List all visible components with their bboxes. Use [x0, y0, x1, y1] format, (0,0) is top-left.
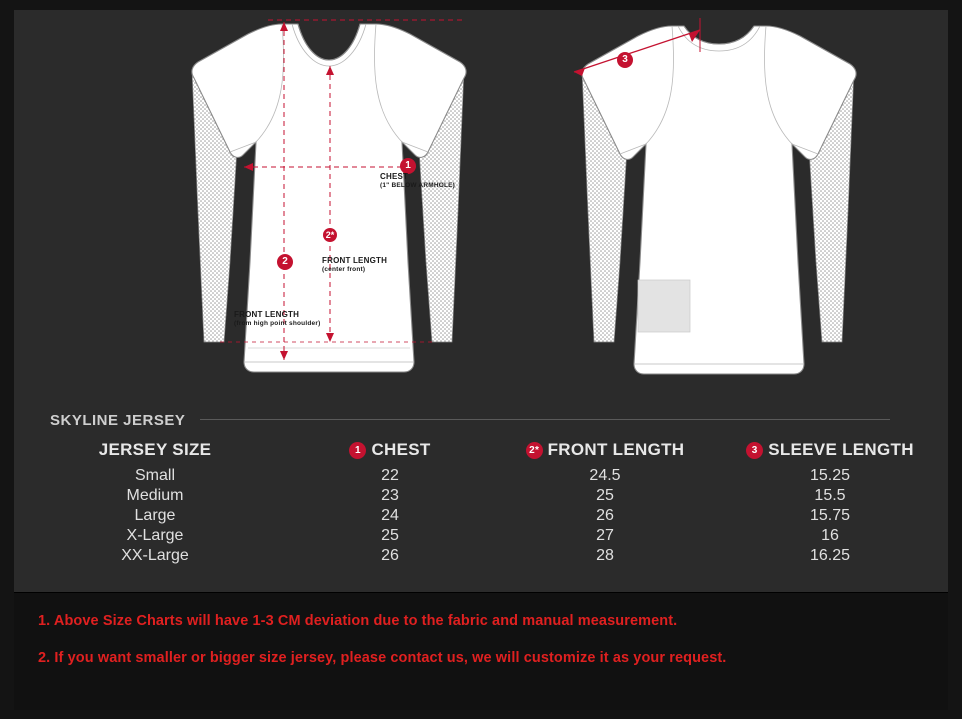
- callout-chest-title: CHEST: [380, 172, 409, 181]
- cell-size: X-Large: [126, 527, 184, 544]
- callout-front-length-hps-sub: (from high point shoulder): [234, 320, 321, 327]
- cell-size: Small: [134, 467, 175, 484]
- callout-front-length-hps-title: FRONT LENGTH: [234, 310, 300, 319]
- jersey-back-drawing: [554, 12, 884, 402]
- cell-sleeve-length: 15.25: [809, 467, 851, 484]
- size-table: [20, 440, 940, 566]
- marker-chest: 1: [400, 158, 416, 174]
- note-customize: 2. If you want smaller or bigger size jersey, please contact us, we will customize it as your request.: [38, 650, 727, 666]
- page-title: SKYLINE JERSEY: [50, 412, 186, 430]
- column-header-front-length: [490, 440, 720, 466]
- cell-front-length: 28: [596, 547, 614, 564]
- size-table-body: [20, 466, 940, 566]
- marker-front-length-center: 2*: [323, 228, 337, 242]
- cell-front-length: 26: [596, 507, 614, 524]
- cell-sleeve-length: 15.75: [809, 507, 851, 524]
- column-header-label: CHEST: [371, 440, 431, 459]
- cell-sleeve-length: 16: [821, 527, 839, 544]
- table-row: [20, 486, 940, 506]
- front-length-marker-badge: 2*: [526, 442, 543, 459]
- title-divider: [200, 419, 890, 420]
- callout-front-length-sub: (center front): [322, 266, 366, 273]
- column-header-label: FRONT LENGTH: [547, 440, 685, 459]
- cell-size: XX-Large: [121, 547, 189, 564]
- table-row: [20, 466, 940, 486]
- table-header-row: [20, 440, 940, 466]
- cell-size: Large: [134, 507, 176, 524]
- note-deviation: 1. Above Size Charts will have 1-3 CM deviation due to the fabric and manual measurement.: [38, 613, 678, 629]
- frame-left-edge: [0, 0, 14, 719]
- cell-chest: 26: [381, 547, 399, 564]
- table-row: [20, 506, 940, 526]
- callout-front-length-title: FRONT LENGTH: [322, 256, 388, 265]
- callout-front-length-hps: [234, 310, 320, 328]
- marker-front-length-hps: 2: [277, 254, 293, 270]
- chest-marker-badge: 1: [349, 442, 366, 459]
- callout-front-length-center: [322, 256, 387, 274]
- frame-right-edge: [948, 0, 962, 719]
- cell-sleeve-length: 16.25: [809, 547, 851, 564]
- cell-chest: 23: [381, 487, 399, 504]
- column-header-label: JERSEY SIZE: [98, 440, 212, 459]
- cell-front-length: 27: [596, 527, 614, 544]
- column-header-jersey-size: [20, 440, 290, 466]
- table-row: [20, 526, 940, 546]
- size-table-head: [20, 440, 940, 466]
- cell-sleeve-length: 15.5: [814, 487, 846, 504]
- cell-size: Medium: [126, 487, 184, 504]
- jersey-front-drawing: [164, 12, 494, 402]
- callout-chest: [380, 172, 455, 190]
- jersey-back-view: [554, 12, 884, 402]
- cell-chest: 24: [381, 507, 399, 524]
- jersey-front-view: [164, 12, 494, 402]
- jersey-illustration-area: [14, 10, 948, 402]
- sleeve-length-marker-badge: 3: [746, 442, 763, 459]
- cell-front-length: 24.5: [589, 467, 621, 484]
- cell-chest: 22: [381, 467, 399, 484]
- callout-chest-sub: (1" BELOW ARMHOLE): [380, 182, 456, 189]
- table-row: [20, 546, 940, 566]
- cell-chest: 25: [381, 527, 399, 544]
- column-header-label: SLEEVE LENGTH: [768, 440, 914, 459]
- column-header-chest: [290, 440, 490, 466]
- chart-title-row: [50, 412, 930, 434]
- frame-top-edge: [0, 0, 962, 10]
- frame-bottom-edge: [0, 709, 962, 719]
- notes-panel: [14, 592, 948, 710]
- cell-front-length: 25: [596, 487, 614, 504]
- column-header-sleeve-length: [720, 440, 940, 466]
- marker-sleeve-length: 3: [617, 52, 633, 68]
